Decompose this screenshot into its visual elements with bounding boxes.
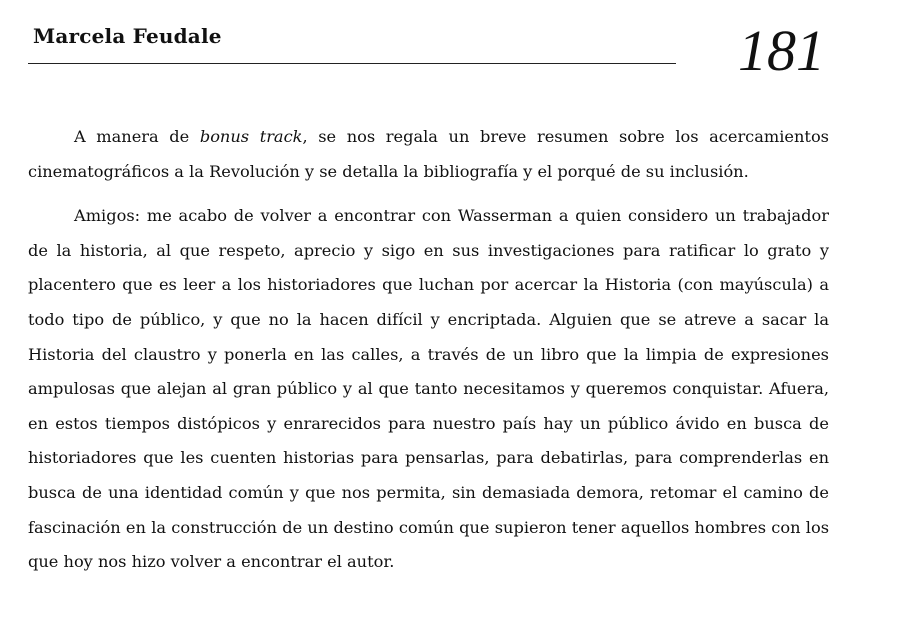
author-name: Marcela Feudale (33, 24, 222, 48)
header-rule (28, 63, 676, 64)
paragraph-1-end: , se nos regala un breve resumen sobre los acercamientos cinematográficos a la Revolución y se detalla la bibliografía y el porqué de su inclusión. (28, 127, 829, 181)
paragraph-2: Amigos: me acabo de volver a encontrar con Wasserman a quien considero un trabajador de la historia, al que respeto, aprecio y sigo en sus investigaciones para ratificar lo grato y placentero que es leer a los historiadores que luchan por acercar la Historia (con mayúscula) a todo tipo de público, y que no la hacen difícil y encriptada. Alguien que se atreve a sacar la Historia del claustro y ponerla en las calles, a través de un libro que la limpia de expresiones ampulosas que alejan al gran público y al que tanto necesitamos y queremos conquistar. Afuera, en estos tiempos distópicos y enrarecidos para nuestro país hay un público ávido en busca de historiadores que les cuenten historias para pensarlas, para debatirlas, para comprenderlas en busca de una identidad común y que nos permita, sin demasiada demora, retomar el camino de fascinación en la construcción de un destino común que supieron tener aquellos hombres con los que hoy nos hizo volver a encontrar el autor. (28, 206, 829, 572)
body-text (28, 120, 829, 590)
page-number: 181 (738, 18, 825, 83)
page-header (0, 0, 905, 100)
paragraph-1 (28, 120, 829, 189)
paragraph-1-emphasis: bonus track (199, 127, 303, 146)
paragraph-1-start: A manera de (74, 127, 200, 146)
